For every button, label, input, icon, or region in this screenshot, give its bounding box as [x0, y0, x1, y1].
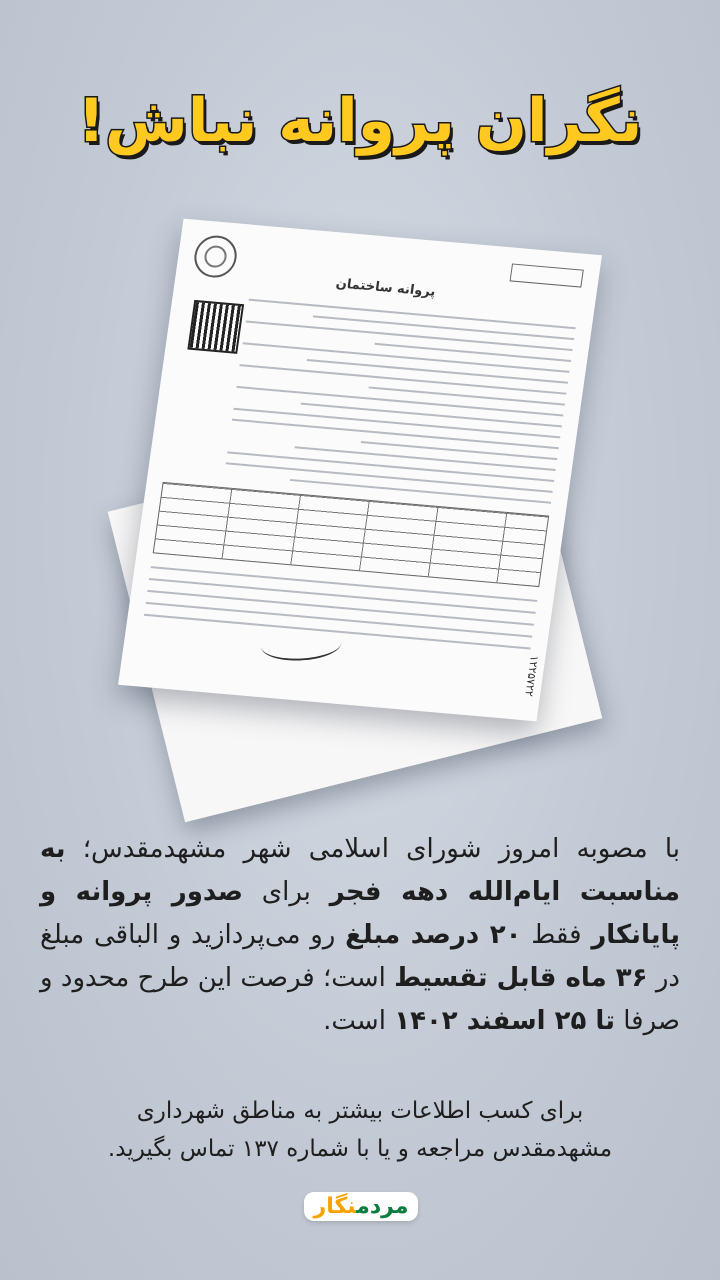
announcement-paragraph [40, 828, 680, 1043]
bold-segment-permit: صدور پروانه و پایانکار [40, 877, 680, 950]
document-number-box [510, 263, 584, 287]
brand-logo-badge [304, 1192, 419, 1221]
text-segment: با مصوبه امروز شورای اسلامی شهر مشهدمقدس؛ [82, 834, 681, 864]
text-segment: رو می‌پردازید و الباقی مبلغ در [40, 920, 680, 993]
bold-segment-occasion: به مناسبت ایام‌الله دهه فجر [40, 834, 680, 907]
text-segment: برای [261, 877, 311, 907]
building-permit-document [118, 219, 602, 722]
document-text-lines [223, 299, 576, 513]
text-segment: فقط [531, 920, 582, 950]
brand-logo [300, 1186, 422, 1226]
headline-container [0, 86, 720, 156]
logo-part-2: نگار [313, 1193, 357, 1219]
qr-code-icon [187, 300, 244, 354]
document-title: پروانه ساختمان [334, 276, 437, 300]
contact-info [40, 1092, 680, 1168]
headline-title: نگران پروانه نباش! [77, 86, 643, 156]
document-illustration [90, 225, 650, 825]
signature-stamp [261, 627, 341, 663]
bold-segment-deadline: تا ۲۵ اسفند ۱۴۰۲ [394, 1006, 615, 1036]
contact-line-2: مشهدمقدس مراجعه و یا با شماره ۱۳۷ تماس بگیرید. [107, 1136, 613, 1162]
contact-line-1: برای کسب اطلاعات بیشتر به مناطق شهرداری [136, 1098, 584, 1124]
text-segment: است؛ فرصت این طرح محدود و صرفا [40, 963, 680, 1036]
document-serial: ۱۲۲۵۷۲۲ [521, 654, 541, 698]
logo-part-1: مردم [356, 1193, 409, 1219]
bold-segment-percent: ۲۰ درصد مبلغ [345, 920, 522, 950]
bold-segment-installments: ۳۶ ماه قابل تقسیط [394, 963, 648, 993]
text-segment: است. [323, 1006, 386, 1036]
